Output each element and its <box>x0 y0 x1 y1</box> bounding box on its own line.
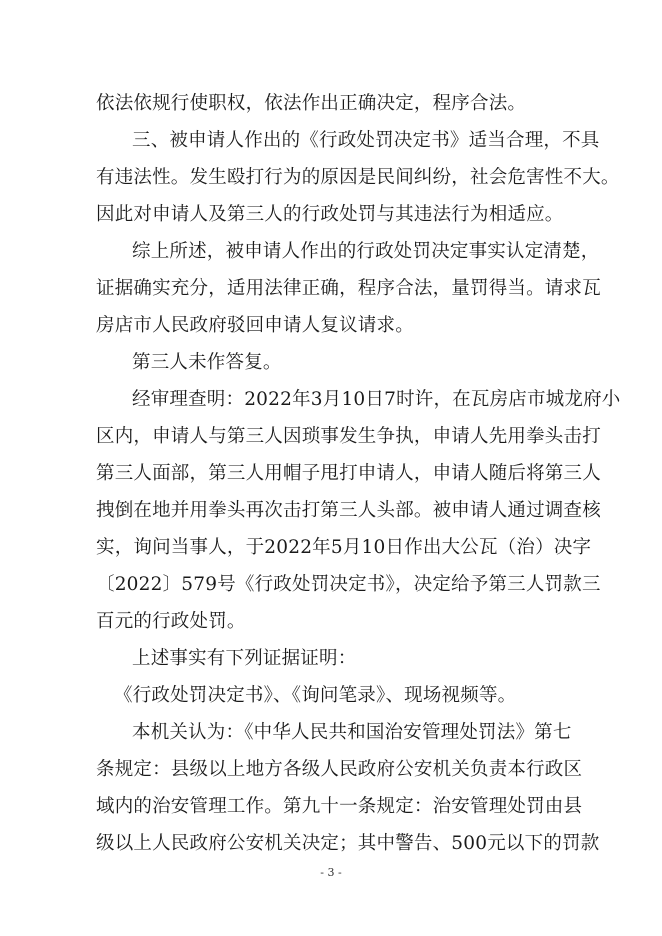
text-line: 〔2022〕579号《行政处罚决定书》，决定给予第三人罚款三 <box>96 574 601 595</box>
text-line: 依法依规行使职权，依法作出正确决定，程序合法。 <box>96 93 527 114</box>
text-line: 区内，申请人与第三人因琐事发生争执，申请人先用拳头击打 <box>96 426 601 447</box>
text-line: 第三人面部，第三人用帽子甩打申请人，申请人随后将第三人 <box>96 463 601 484</box>
text-line: 级以上人民政府公安机关决定；其中警告、500元以下的罚款 <box>96 833 600 854</box>
text-line: 综上所述，被申请人作出的行政处罚决定事实认定清楚， <box>132 241 600 262</box>
text-line: 三、被申请人作出的《行政处罚决定书》适当合理，不具 <box>132 130 600 151</box>
text-line: 上述事实有下列证据证明： <box>132 648 357 669</box>
text-line: 《行政处罚决定书》、《询问笔录》、现场视频等。 <box>114 685 517 706</box>
text-line: 因此对申请人及第三人的行政处罚与其违法行为相适应。 <box>96 204 564 225</box>
text-line: 拽倒在地并用拳头再次击打第三人头部。被申请人通过调查核 <box>96 500 601 521</box>
text-line: 证据确实充分，适用法律正确，程序合法，量罚得当。请求瓦 <box>96 278 601 299</box>
text-line: 本机关认为：《中华人民共和国治安管理处罚法》第七 <box>132 722 572 743</box>
text-line: 条规定：县级以上地方各级人民政府公安机关负责本行政区 <box>96 759 583 780</box>
text-line: 实，询问当事人，于2022年5月10日作出大公瓦（治）决字 <box>96 537 592 558</box>
text-line: 第三人未作答复。 <box>132 352 282 373</box>
text-line: 域内的治安管理工作。第九十一条规定：治安管理处罚由县 <box>96 796 583 817</box>
text-line: 经审理查明：2022年3月10日7时许，在瓦房店市城龙府小 <box>132 389 621 410</box>
text-line: 有违法性。发生殴打行为的原因是民间纠纷，社会危害性不大。 <box>96 167 620 188</box>
page-number: - 3 - <box>320 866 342 879</box>
text-line: 百元的行政处罚。 <box>96 611 246 632</box>
text-line: 房店市人民政府驳回申请人复议请求。 <box>96 315 414 336</box>
